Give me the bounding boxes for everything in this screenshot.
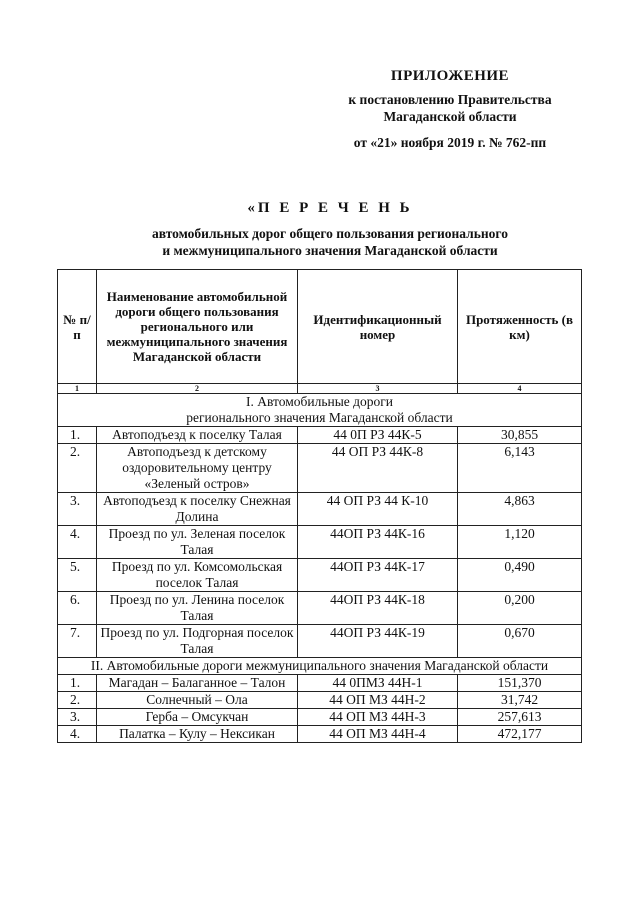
table-header-row <box>58 270 582 384</box>
row-length: 0,490 <box>458 559 582 592</box>
row-name: Проезд по ул. Ленина поселок Талая <box>97 592 298 625</box>
section-1-header-row <box>58 394 582 427</box>
row-num: 7. <box>58 625 97 658</box>
appendix-block <box>300 68 600 151</box>
section-1-title-line-1: I. Автомобильные дороги <box>245 394 394 409</box>
row-length: 1,120 <box>458 526 582 559</box>
roads-table <box>57 269 582 743</box>
appendix-line-1: к постановлению Правительства <box>348 92 552 107</box>
document-title: «П Е Р Е Ч Е Н Ь <box>247 200 413 216</box>
table-row <box>58 592 582 625</box>
column-number-row <box>58 384 582 394</box>
table-row <box>58 692 582 709</box>
appendix-date: от «21» ноября 2019 г. № 762-пп <box>353 135 547 150</box>
row-num: 2. <box>58 444 97 493</box>
table-row <box>58 726 582 743</box>
row-name: Автоподъезд к детскому оздоровительному центру «Зеленый остров» <box>97 444 298 493</box>
section-1-title <box>58 394 582 427</box>
row-name: Проезд по ул. Подгорная поселок Талая <box>97 625 298 658</box>
row-id: 44 0П РЗ 44К-5 <box>298 427 458 444</box>
header-num: № п/п <box>58 270 97 384</box>
table-row <box>58 526 582 559</box>
row-length: 4,863 <box>458 493 582 526</box>
row-id: 44ОП РЗ 44К-16 <box>298 526 458 559</box>
row-length: 472,177 <box>458 726 582 743</box>
row-name: Палатка – Кулу – Нексикан <box>97 726 298 743</box>
row-name: Солнечный – Ола <box>97 692 298 709</box>
table-row <box>58 709 582 726</box>
row-id: 44 ОП МЗ 44Н-3 <box>298 709 458 726</box>
row-name: Проезд по ул. Комсомольская поселок Талая <box>97 559 298 592</box>
row-num: 4. <box>58 726 97 743</box>
header-name: Наименование автомобильной дороги общего пользования регионального или межмуниципального значения Магаданской области <box>97 270 298 384</box>
row-num: 5. <box>58 559 97 592</box>
row-num: 1. <box>58 427 97 444</box>
document-subtitle-line-2: и межмуниципального значения Магаданской области <box>162 243 498 258</box>
row-length: 151,370 <box>458 675 582 692</box>
row-id: 44ОП РЗ 44К-19 <box>298 625 458 658</box>
row-num: 3. <box>58 709 97 726</box>
row-length: 0,670 <box>458 625 582 658</box>
document-title-block <box>40 200 620 259</box>
row-id: 44 ОП РЗ 44 К-10 <box>298 493 458 526</box>
table-row <box>58 427 582 444</box>
row-id: 44ОП РЗ 44К-17 <box>298 559 458 592</box>
table-row <box>58 444 582 493</box>
row-id: 44 ОП РЗ 44К-8 <box>298 444 458 493</box>
row-id: 44ОП РЗ 44К-18 <box>298 592 458 625</box>
column-number: 4 <box>458 384 582 394</box>
column-number: 2 <box>97 384 298 394</box>
row-id: 44 0ПМЗ 44Н-1 <box>298 675 458 692</box>
row-name: Автоподъезд к поселку Снежная Долина <box>97 493 298 526</box>
column-number: 3 <box>298 384 458 394</box>
row-name: Герба – Омсукчан <box>97 709 298 726</box>
table-row <box>58 625 582 658</box>
section-1-title-line-2: регионального значения Магаданской области <box>186 410 453 425</box>
row-length: 257,613 <box>458 709 582 726</box>
appendix-line-2: Магаданской области <box>383 109 517 124</box>
row-num: 4. <box>58 526 97 559</box>
row-length: 0,200 <box>458 592 582 625</box>
section-2-header-row <box>58 658 582 675</box>
row-num: 3. <box>58 493 97 526</box>
table-row <box>58 493 582 526</box>
document-subtitle-line-1: автомобильных дорог общего пользования регионального <box>152 226 508 241</box>
row-length: 6,143 <box>458 444 582 493</box>
row-id: 44 ОП МЗ 44Н-2 <box>298 692 458 709</box>
row-name: Проезд по ул. Зеленая поселок Талая <box>97 526 298 559</box>
row-name: Магадан – Балаганное – Талон <box>97 675 298 692</box>
row-num: 2. <box>58 692 97 709</box>
table-row <box>58 559 582 592</box>
row-length: 30,855 <box>458 427 582 444</box>
table-row <box>58 675 582 692</box>
section-2-title: II. Автомобильные дороги межмуниципального значения Магаданской области <box>58 658 582 675</box>
row-id: 44 ОП МЗ 44Н-4 <box>298 726 458 743</box>
row-num: 1. <box>58 675 97 692</box>
appendix-heading: ПРИЛОЖЕНИЕ <box>390 68 510 84</box>
row-length: 31,742 <box>458 692 582 709</box>
row-name: Автоподъезд к поселку Талая <box>97 427 298 444</box>
row-num: 6. <box>58 592 97 625</box>
header-id: Идентификационный номер <box>298 270 458 384</box>
column-number: 1 <box>58 384 97 394</box>
header-length: Протяженность (в км) <box>458 270 582 384</box>
